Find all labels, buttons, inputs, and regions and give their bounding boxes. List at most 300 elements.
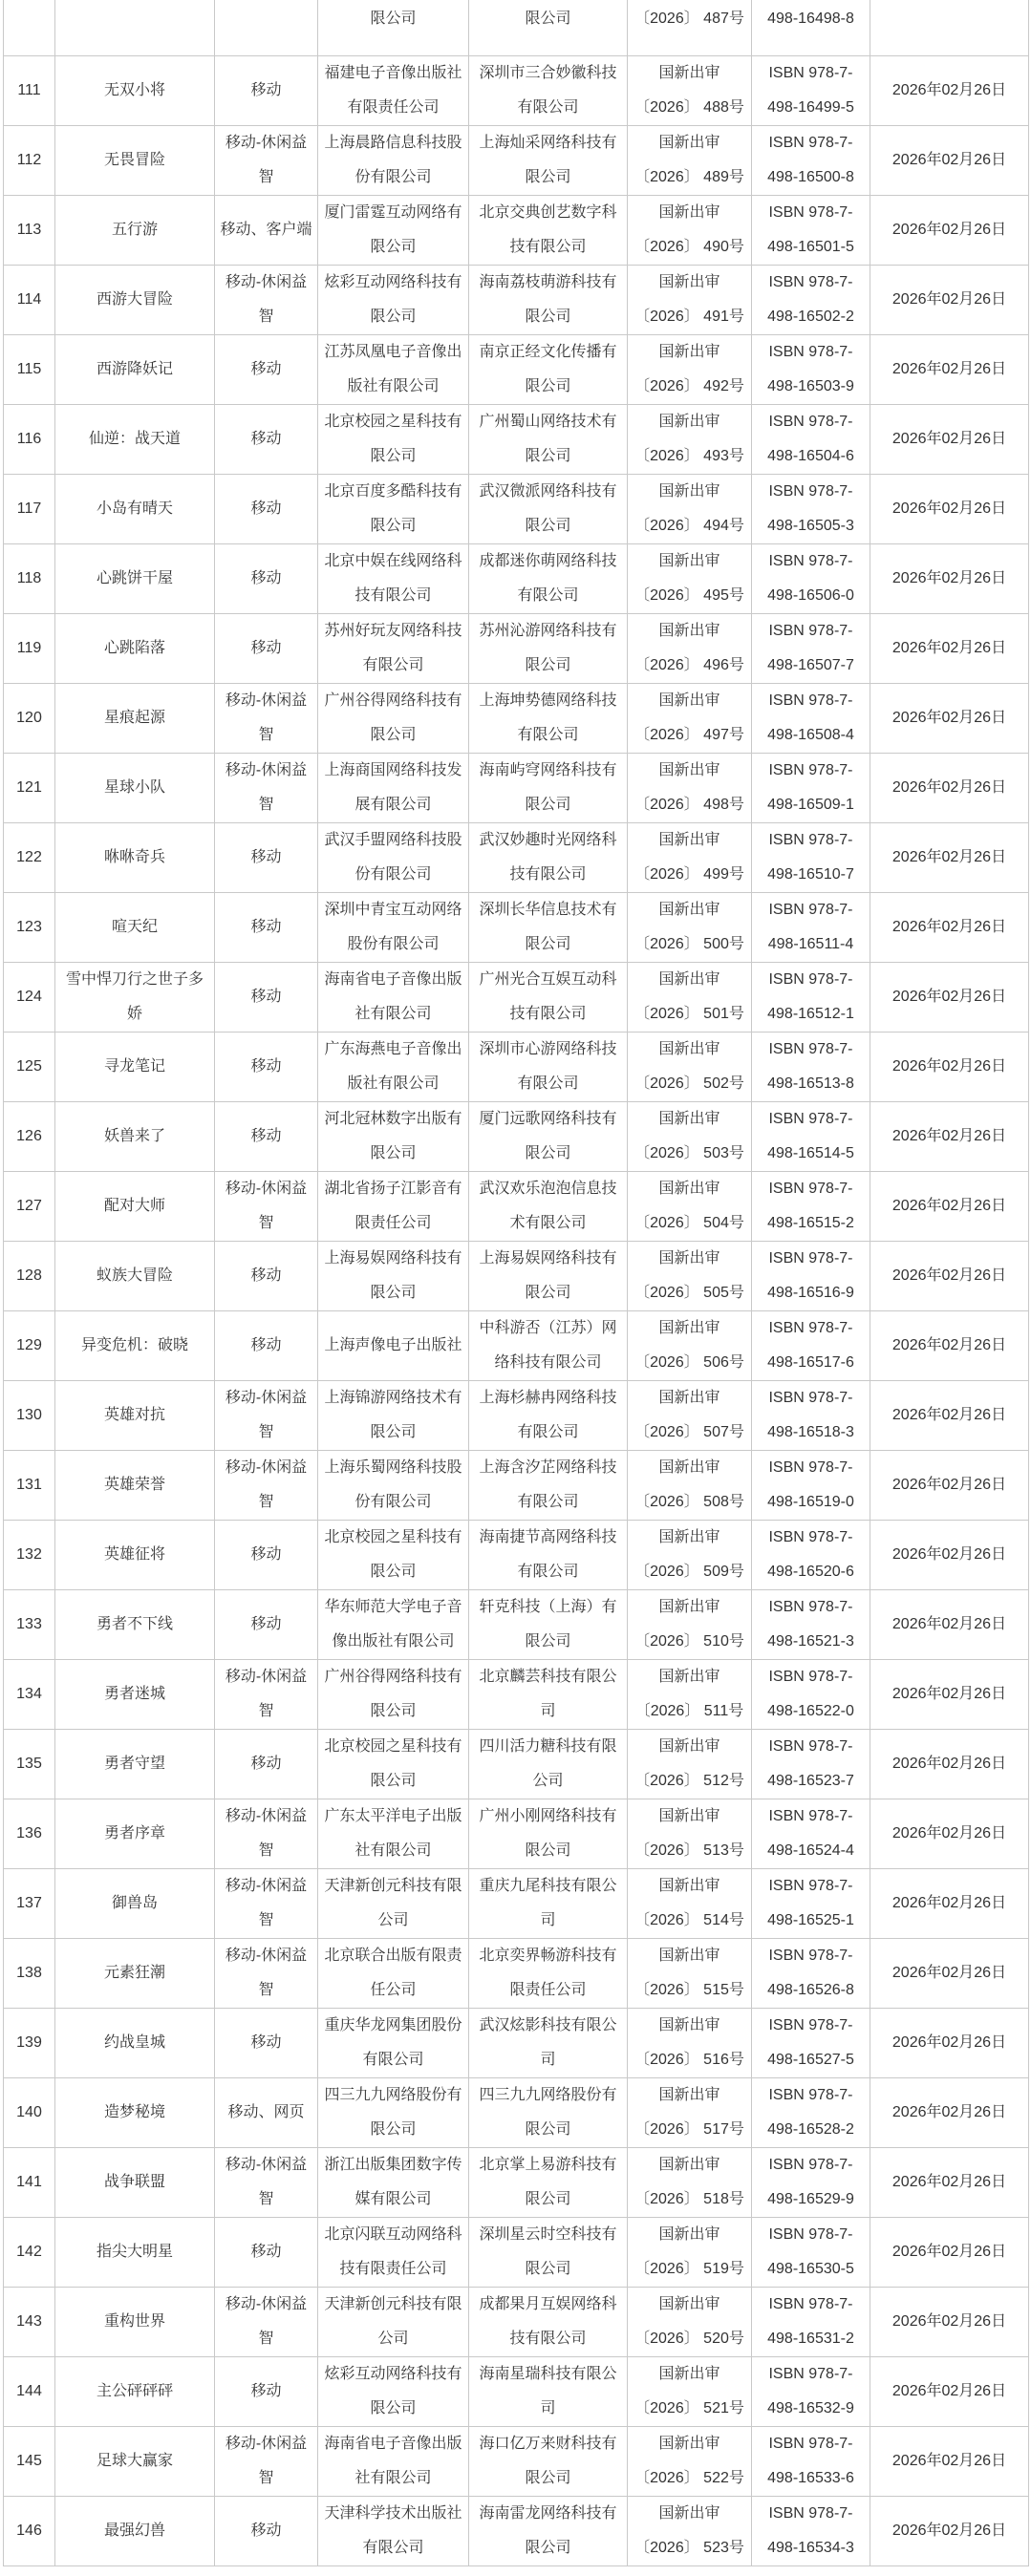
- cell-date: 2026年02月26日: [870, 1450, 1029, 1520]
- cell-operator: 北京奕界畅游科技有限责任公司: [469, 1938, 628, 2008]
- cell-game-name: 仙逆：战天道: [55, 404, 215, 474]
- cell-number: 124: [4, 962, 55, 1032]
- cell-date: 2026年02月26日: [870, 1032, 1029, 1101]
- cell-publisher: 浙江出版集团数字传媒有限公司: [318, 2147, 469, 2217]
- cell-game-name: 足球大赢家: [55, 2426, 215, 2496]
- table-row: [4, 962, 1029, 1032]
- cell-approval-number: 国新出审 〔2026〕 499号: [628, 822, 752, 892]
- cell-isbn: ISBN 978-7- 498-16513-8: [752, 1032, 870, 1101]
- cell-date: 2026年02月26日: [870, 1868, 1029, 1938]
- cell-publisher: 上海乐蜀网络科技股份有限公司: [318, 1450, 469, 1520]
- cell-category: 移动: [215, 1520, 318, 1589]
- cell-operator: 武汉妙趣时光网络科技有限公司: [469, 822, 628, 892]
- cell-number: 114: [4, 265, 55, 334]
- cell-approval-number: 国新出审 〔2026〕 503号: [628, 1101, 752, 1171]
- cell-number: 140: [4, 2077, 55, 2147]
- cell-date: 2026年02月26日: [870, 2008, 1029, 2077]
- cell-publisher: 北京校园之星科技有限公司: [318, 1729, 469, 1799]
- table-row: [4, 125, 1029, 195]
- cell-approval-number: 国新出审 〔2026〕 509号: [628, 1520, 752, 1589]
- cell-approval-number: 国新出审 〔2026〕 514号: [628, 1868, 752, 1938]
- cell-number: 119: [4, 613, 55, 683]
- cell-date: [870, 0, 1029, 55]
- cell-category: 移动: [215, 2217, 318, 2287]
- cell-game-name: 元素狂潮: [55, 1938, 215, 2008]
- table-row: [4, 1589, 1029, 1659]
- table-row: [4, 613, 1029, 683]
- cell-isbn: ISBN 978-7- 498-16521-3: [752, 1589, 870, 1659]
- game-approval-table: [3, 0, 1029, 2566]
- cell-category: 移动: [215, 822, 318, 892]
- cell-approval-number: 国新出审 〔2026〕 495号: [628, 543, 752, 613]
- cell-game-name: 星球小队: [55, 753, 215, 822]
- cell-approval-number: 国新出审 〔2026〕 505号: [628, 1241, 752, 1310]
- cell-game-name: 英雄征将: [55, 1520, 215, 1589]
- cell-category: 移动: [215, 404, 318, 474]
- cell-isbn: ISBN 978-7- 498-16527-5: [752, 2008, 870, 2077]
- table-row: [4, 1520, 1029, 1589]
- cell-date: 2026年02月26日: [870, 474, 1029, 543]
- cell-number: 126: [4, 1101, 55, 1171]
- cell-number: 131: [4, 1450, 55, 1520]
- cell-category: 移动: [215, 1729, 318, 1799]
- cell-category: 移动-休闲益智: [215, 1659, 318, 1729]
- cell-isbn: ISBN 978-7- 498-16508-4: [752, 683, 870, 753]
- cell-date: 2026年02月26日: [870, 753, 1029, 822]
- cell-isbn: ISBN 978-7- 498-16507-7: [752, 613, 870, 683]
- cell-category: 移动: [215, 1310, 318, 1380]
- cell-publisher: 上海易娱网络科技有限公司: [318, 1241, 469, 1310]
- cell-number: 116: [4, 404, 55, 474]
- cell-isbn: ISBN 978-7- 498-16531-2: [752, 2287, 870, 2356]
- table-row: [4, 2426, 1029, 2496]
- cell-operator: 厦门远歌网络科技有限公司: [469, 1101, 628, 1171]
- cell-publisher: 上海晨路信息科技股份有限公司: [318, 125, 469, 195]
- cell-date: 2026年02月26日: [870, 334, 1029, 404]
- table-row: [4, 2147, 1029, 2217]
- cell-game-name: 勇者守望: [55, 1729, 215, 1799]
- cell-approval-number: 国新出审 〔2026〕 488号: [628, 55, 752, 125]
- cell-category: 移动-休闲益智: [215, 1938, 318, 2008]
- cell-publisher: 上海声像电子出版社: [318, 1310, 469, 1380]
- table-row: [4, 1450, 1029, 1520]
- cell-operator: 上海坤势德网络科技有限公司: [469, 683, 628, 753]
- cell-number: 133: [4, 1589, 55, 1659]
- cell-isbn: ISBN 978-7- 498-16502-2: [752, 265, 870, 334]
- cell-operator: 深圳星云时空科技有限公司: [469, 2217, 628, 2287]
- cell-category: [215, 0, 318, 55]
- cell-number: 117: [4, 474, 55, 543]
- cell-isbn: ISBN 978-7- 498-16520-6: [752, 1520, 870, 1589]
- cell-game-name: 御兽岛: [55, 1868, 215, 1938]
- cell-date: 2026年02月26日: [870, 1938, 1029, 2008]
- cell-game-name: 指尖大明星: [55, 2217, 215, 2287]
- cell-date: 2026年02月26日: [870, 613, 1029, 683]
- cell-isbn: ISBN 978-7- 498-16522-0: [752, 1659, 870, 1729]
- cell-publisher: 海南省电子音像出版社有限公司: [318, 2426, 469, 2496]
- table-row: [4, 1729, 1029, 1799]
- cell-isbn: ISBN 978-7- 498-16503-9: [752, 334, 870, 404]
- cell-operator: 海南雷龙网络科技有限公司: [469, 2496, 628, 2565]
- cell-publisher: 限公司: [318, 0, 469, 55]
- cell-category: 移动: [215, 1589, 318, 1659]
- table-row: [4, 1380, 1029, 1450]
- cell-operator: 广州蜀山网络技术有限公司: [469, 404, 628, 474]
- cell-number: 122: [4, 822, 55, 892]
- table-row: [4, 55, 1029, 125]
- cell-approval-number: 国新出审 〔2026〕 507号: [628, 1380, 752, 1450]
- table-row: [4, 1868, 1029, 1938]
- cell-publisher: 厦门雷霆互动网络有限公司: [318, 195, 469, 265]
- cell-operator: 上海含汐芷网络科技有限公司: [469, 1450, 628, 1520]
- cell-number: 121: [4, 753, 55, 822]
- cell-date: 2026年02月26日: [870, 2287, 1029, 2356]
- cell-number: 135: [4, 1729, 55, 1799]
- cell-game-name: 造梦秘境: [55, 2077, 215, 2147]
- table-row: [4, 2008, 1029, 2077]
- table-row: [4, 474, 1029, 543]
- table-row: [4, 1241, 1029, 1310]
- cell-game-name: 无畏冒险: [55, 125, 215, 195]
- table-row: [4, 1101, 1029, 1171]
- table-row: [4, 2217, 1029, 2287]
- cell-approval-number: 国新出审 〔2026〕 506号: [628, 1310, 752, 1380]
- table-row: [4, 334, 1029, 404]
- cell-isbn: ISBN 978-7- 498-16510-7: [752, 822, 870, 892]
- cell-number: 145: [4, 2426, 55, 2496]
- cell-publisher: 苏州好玩友网络科技有限公司: [318, 613, 469, 683]
- cell-number: 143: [4, 2287, 55, 2356]
- cell-game-name: 西游大冒险: [55, 265, 215, 334]
- cell-game-name: 妖兽来了: [55, 1101, 215, 1171]
- table-row: [4, 1032, 1029, 1101]
- cell-isbn: ISBN 978-7- 498-16532-9: [752, 2356, 870, 2426]
- cell-date: 2026年02月26日: [870, 2217, 1029, 2287]
- cell-approval-number: 国新出审 〔2026〕 515号: [628, 1938, 752, 2008]
- cell-game-name: 勇者序章: [55, 1799, 215, 1868]
- cell-date: 2026年02月26日: [870, 125, 1029, 195]
- cell-publisher: 河北冠林数字出版有限公司: [318, 1101, 469, 1171]
- cell-approval-number: 国新出审 〔2026〕 518号: [628, 2147, 752, 2217]
- cell-approval-number: 国新出审 〔2026〕 498号: [628, 753, 752, 822]
- cell-game-name: 重构世界: [55, 2287, 215, 2356]
- cell-publisher: 上海锦游网络技术有限公司: [318, 1380, 469, 1450]
- cell-category: 移动: [215, 1101, 318, 1171]
- table-row: [4, 265, 1029, 334]
- cell-category: 移动-休闲益智: [215, 1171, 318, 1241]
- cell-isbn: ISBN 978-7- 498-16512-1: [752, 962, 870, 1032]
- cell-operator: 北京麟芸科技有限公司: [469, 1659, 628, 1729]
- cell-date: 2026年02月26日: [870, 543, 1029, 613]
- table-row: [4, 2496, 1029, 2565]
- cell-game-name: [55, 0, 215, 55]
- cell-game-name: 心跳陷落: [55, 613, 215, 683]
- cell-operator: 重庆九尾科技有限公司: [469, 1868, 628, 1938]
- cell-publisher: 上海商国网络科技发展有限公司: [318, 753, 469, 822]
- cell-operator: 深圳市心游网络科技有限公司: [469, 1032, 628, 1101]
- cell-game-name: 蚁族大冒险: [55, 1241, 215, 1310]
- table-row: [4, 1171, 1029, 1241]
- cell-approval-number: 国新出审 〔2026〕 512号: [628, 1729, 752, 1799]
- cell-isbn: ISBN 978-7- 498-16504-6: [752, 404, 870, 474]
- cell-operator: 武汉微派网络科技有限公司: [469, 474, 628, 543]
- cell-approval-number: 国新出审 〔2026〕 502号: [628, 1032, 752, 1101]
- cell-approval-number: 国新出审 〔2026〕 492号: [628, 334, 752, 404]
- cell-number: 132: [4, 1520, 55, 1589]
- cell-approval-number: 国新出审 〔2026〕 493号: [628, 404, 752, 474]
- cell-date: 2026年02月26日: [870, 1380, 1029, 1450]
- cell-publisher: 天津科学技术出版社有限公司: [318, 2496, 469, 2565]
- cell-isbn: ISBN 978-7- 498-16511-4: [752, 892, 870, 962]
- cell-isbn: ISBN 978-7- 498-16533-6: [752, 2426, 870, 2496]
- cell-number: 141: [4, 2147, 55, 2217]
- cell-isbn: ISBN 978-7- 498-16530-5: [752, 2217, 870, 2287]
- cell-game-name: 最强幻兽: [55, 2496, 215, 2565]
- cell-publisher: 北京中娱在线网络科技有限公司: [318, 543, 469, 613]
- cell-category: 移动-休闲益智: [215, 125, 318, 195]
- table-row: [4, 2287, 1029, 2356]
- cell-category: 移动: [215, 892, 318, 962]
- cell-publisher: 华东师范大学电子音像出版社有限公司: [318, 1589, 469, 1659]
- cell-game-name: 配对大师: [55, 1171, 215, 1241]
- cell-isbn: ISBN 978-7- 498-16518-3: [752, 1380, 870, 1450]
- cell-date: 2026年02月26日: [870, 1101, 1029, 1171]
- cell-category: 移动: [215, 474, 318, 543]
- cell-date: 2026年02月26日: [870, 1799, 1029, 1868]
- cell-operator: 北京掌上易游科技有限公司: [469, 2147, 628, 2217]
- cell-operator: 中科游否（江苏）网络科技有限公司: [469, 1310, 628, 1380]
- cell-isbn: ISBN 978-7- 498-16526-8: [752, 1938, 870, 2008]
- cell-category: 移动-休闲益智: [215, 265, 318, 334]
- cell-operator: 四川活力糖科技有限公司: [469, 1729, 628, 1799]
- cell-number: 127: [4, 1171, 55, 1241]
- cell-publisher: 深圳中青宝互动网络股份有限公司: [318, 892, 469, 962]
- cell-approval-number: 国新出审 〔2026〕 516号: [628, 2008, 752, 2077]
- cell-approval-number: 国新出审 〔2026〕 497号: [628, 683, 752, 753]
- cell-isbn: ISBN 978-7- 498-16506-0: [752, 543, 870, 613]
- cell-number: 139: [4, 2008, 55, 2077]
- cell-number: 115: [4, 334, 55, 404]
- cell-game-name: 咻咻奇兵: [55, 822, 215, 892]
- cell-approval-number: 国新出审 〔2026〕 496号: [628, 613, 752, 683]
- table-row: [4, 1310, 1029, 1380]
- cell-number: 113: [4, 195, 55, 265]
- cell-publisher: 湖北省扬子江影音有限责任公司: [318, 1171, 469, 1241]
- cell-number: 123: [4, 892, 55, 962]
- cell-game-name: 星痕起源: [55, 683, 215, 753]
- cell-isbn: ISBN 978-7- 498-16499-5: [752, 55, 870, 125]
- table-row: [4, 404, 1029, 474]
- cell-publisher: 天津新创元科技有限公司: [318, 2287, 469, 2356]
- cell-game-name: 英雄荣誉: [55, 1450, 215, 1520]
- cell-approval-number: 国新出审 〔2026〕 523号: [628, 2496, 752, 2565]
- table-row: [4, 1938, 1029, 2008]
- cell-date: 2026年02月26日: [870, 2496, 1029, 2565]
- cell-category: 移动-休闲益智: [215, 2287, 318, 2356]
- cell-approval-number: 国新出审 〔2026〕 511号: [628, 1659, 752, 1729]
- cell-number: 118: [4, 543, 55, 613]
- cell-game-name: 五行游: [55, 195, 215, 265]
- cell-category: 移动-休闲益智: [215, 1799, 318, 1868]
- cell-date: 2026年02月26日: [870, 1171, 1029, 1241]
- cell-isbn: ISBN 978-7- 498-16505-3: [752, 474, 870, 543]
- cell-date: 2026年02月26日: [870, 892, 1029, 962]
- cell-category: 移动: [215, 2356, 318, 2426]
- cell-category: 移动: [215, 55, 318, 125]
- cell-number: 146: [4, 2496, 55, 2565]
- cell-game-name: 无双小将: [55, 55, 215, 125]
- cell-number: 112: [4, 125, 55, 195]
- table-row: [4, 1659, 1029, 1729]
- cell-approval-number: 国新出审 〔2026〕 491号: [628, 265, 752, 334]
- cell-publisher: 重庆华龙网集团股份有限公司: [318, 2008, 469, 2077]
- cell-publisher: 广东海燕电子音像出版社有限公司: [318, 1032, 469, 1101]
- cell-date: 2026年02月26日: [870, 1729, 1029, 1799]
- cell-game-name: 小岛有晴天: [55, 474, 215, 543]
- cell-publisher: 四三九九网络股份有限公司: [318, 2077, 469, 2147]
- cell-isbn: ISBN 978-7- 498-16525-1: [752, 1868, 870, 1938]
- cell-category: 移动: [215, 334, 318, 404]
- cell-operator: 广州光合互娱互动科技有限公司: [469, 962, 628, 1032]
- cell-date: 2026年02月26日: [870, 265, 1029, 334]
- cell-operator: 上海灿采网络科技有限公司: [469, 125, 628, 195]
- cell-date: 2026年02月26日: [870, 2356, 1029, 2426]
- cell-number: 120: [4, 683, 55, 753]
- cell-operator: 上海杉赫冉网络科技有限公司: [469, 1380, 628, 1450]
- cell-category: 移动、网页: [215, 2077, 318, 2147]
- cell-game-name: 主公砰砰砰: [55, 2356, 215, 2426]
- cell-category: 移动: [215, 613, 318, 683]
- cell-approval-number: 国新出审 〔2026〕 504号: [628, 1171, 752, 1241]
- cell-approval-number: 国新出审 〔2026〕 522号: [628, 2426, 752, 2496]
- cell-isbn: ISBN 978-7- 498-16501-5: [752, 195, 870, 265]
- table-row: [4, 753, 1029, 822]
- cell-number: 134: [4, 1659, 55, 1729]
- cell-number: 111: [4, 55, 55, 125]
- cell-isbn: 498-16498-8: [752, 0, 870, 55]
- cell-category: 移动-休闲益智: [215, 1380, 318, 1450]
- cell-isbn: ISBN 978-7- 498-16523-7: [752, 1729, 870, 1799]
- cell-operator: 限公司: [469, 0, 628, 55]
- cell-category: 移动-休闲益智: [215, 2426, 318, 2496]
- cell-category: 移动-休闲益智: [215, 683, 318, 753]
- cell-game-name: 战争联盟: [55, 2147, 215, 2217]
- cell-number: 142: [4, 2217, 55, 2287]
- cell-game-name: 心跳饼干屋: [55, 543, 215, 613]
- cell-category: 移动、客户端: [215, 195, 318, 265]
- cell-isbn: ISBN 978-7- 498-16515-2: [752, 1171, 870, 1241]
- table-row-partial: [4, 0, 1029, 55]
- cell-operator: 武汉炫影科技有限公司: [469, 2008, 628, 2077]
- cell-isbn: ISBN 978-7- 498-16509-1: [752, 753, 870, 822]
- cell-operator: 四三九九网络股份有限公司: [469, 2077, 628, 2147]
- cell-date: 2026年02月26日: [870, 1310, 1029, 1380]
- table-row: [4, 822, 1029, 892]
- cell-publisher: 炫彩互动网络科技有限公司: [318, 265, 469, 334]
- cell-game-name: 喧天纪: [55, 892, 215, 962]
- cell-operator: 广州小刚网络科技有限公司: [469, 1799, 628, 1868]
- cell-publisher: 炫彩互动网络科技有限公司: [318, 2356, 469, 2426]
- cell-game-name: 约战皇城: [55, 2008, 215, 2077]
- cell-approval-number: 国新出审 〔2026〕 513号: [628, 1799, 752, 1868]
- cell-isbn: ISBN 978-7- 498-16524-4: [752, 1799, 870, 1868]
- cell-category: 移动-休闲益智: [215, 2147, 318, 2217]
- cell-publisher: 江苏凤凰电子音像出版社有限公司: [318, 334, 469, 404]
- cell-publisher: 北京校园之星科技有限公司: [318, 404, 469, 474]
- cell-operator: 轩克科技（上海）有限公司: [469, 1589, 628, 1659]
- table-row: [4, 2356, 1029, 2426]
- cell-number: 138: [4, 1938, 55, 2008]
- cell-publisher: 北京闪联互动网络科技有限责任公司: [318, 2217, 469, 2287]
- cell-publisher: 北京联合出版有限责任公司: [318, 1938, 469, 2008]
- cell-publisher: 武汉手盟网络科技股份有限公司: [318, 822, 469, 892]
- cell-date: 2026年02月26日: [870, 962, 1029, 1032]
- table-row: [4, 195, 1029, 265]
- cell-operator: 成都果月互娱网络科技有限公司: [469, 2287, 628, 2356]
- cell-number: 128: [4, 1241, 55, 1310]
- cell-operator: 海口亿万来财科技有限公司: [469, 2426, 628, 2496]
- cell-approval-number: 国新出审 〔2026〕 510号: [628, 1589, 752, 1659]
- cell-isbn: ISBN 978-7- 498-16529-9: [752, 2147, 870, 2217]
- table-row: [4, 892, 1029, 962]
- table-row: [4, 2077, 1029, 2147]
- cell-approval-number: 国新出审 〔2026〕 494号: [628, 474, 752, 543]
- cell-number: [4, 0, 55, 55]
- cell-number: 129: [4, 1310, 55, 1380]
- cell-category: 移动: [215, 543, 318, 613]
- cell-category: 移动-休闲益智: [215, 753, 318, 822]
- cell-date: 2026年02月26日: [870, 1659, 1029, 1729]
- cell-category: 移动: [215, 2496, 318, 2565]
- cell-isbn: ISBN 978-7- 498-16514-5: [752, 1101, 870, 1171]
- cell-approval-number: 国新出审 〔2026〕 501号: [628, 962, 752, 1032]
- cell-date: 2026年02月26日: [870, 195, 1029, 265]
- cell-number: 136: [4, 1799, 55, 1868]
- cell-date: 2026年02月26日: [870, 2426, 1029, 2496]
- cell-date: 2026年02月26日: [870, 404, 1029, 474]
- cell-date: 2026年02月26日: [870, 2147, 1029, 2217]
- cell-date: 2026年02月26日: [870, 2077, 1029, 2147]
- cell-game-name: 西游降妖记: [55, 334, 215, 404]
- cell-publisher: 广州谷得网络科技有限公司: [318, 683, 469, 753]
- cell-category: 移动: [215, 1241, 318, 1310]
- cell-operator: 苏州沁游网络科技有限公司: [469, 613, 628, 683]
- table-row: [4, 1799, 1029, 1868]
- cell-publisher: 北京校园之星科技有限公司: [318, 1520, 469, 1589]
- cell-operator: 南京正经文化传播有限公司: [469, 334, 628, 404]
- cell-publisher: 天津新创元科技有限公司: [318, 1868, 469, 1938]
- cell-publisher: 北京百度多酷科技有限公司: [318, 474, 469, 543]
- cell-isbn: ISBN 978-7- 498-16517-6: [752, 1310, 870, 1380]
- cell-game-name: 寻龙笔记: [55, 1032, 215, 1101]
- cell-publisher: 广东太平洋电子出版社有限公司: [318, 1799, 469, 1868]
- cell-approval-number: 国新出审 〔2026〕 520号: [628, 2287, 752, 2356]
- cell-category: 移动: [215, 2008, 318, 2077]
- cell-publisher: 福建电子音像出版社有限责任公司: [318, 55, 469, 125]
- cell-isbn: ISBN 978-7- 498-16519-0: [752, 1450, 870, 1520]
- cell-game-name: 雪中悍刀行之世子多娇: [55, 962, 215, 1032]
- cell-operator: 成都迷你萌网络科技有限公司: [469, 543, 628, 613]
- cell-approval-number: 〔2026〕 487号: [628, 0, 752, 55]
- cell-operator: 深圳市三合妙徽科技有限公司: [469, 55, 628, 125]
- cell-isbn: ISBN 978-7- 498-16500-8: [752, 125, 870, 195]
- table-row: [4, 683, 1029, 753]
- cell-number: 144: [4, 2356, 55, 2426]
- cell-approval-number: 国新出审 〔2026〕 521号: [628, 2356, 752, 2426]
- cell-approval-number: 国新出审 〔2026〕 500号: [628, 892, 752, 962]
- cell-operator: 北京交典创艺数字科技有限公司: [469, 195, 628, 265]
- cell-operator: 深圳长华信息技术有限公司: [469, 892, 628, 962]
